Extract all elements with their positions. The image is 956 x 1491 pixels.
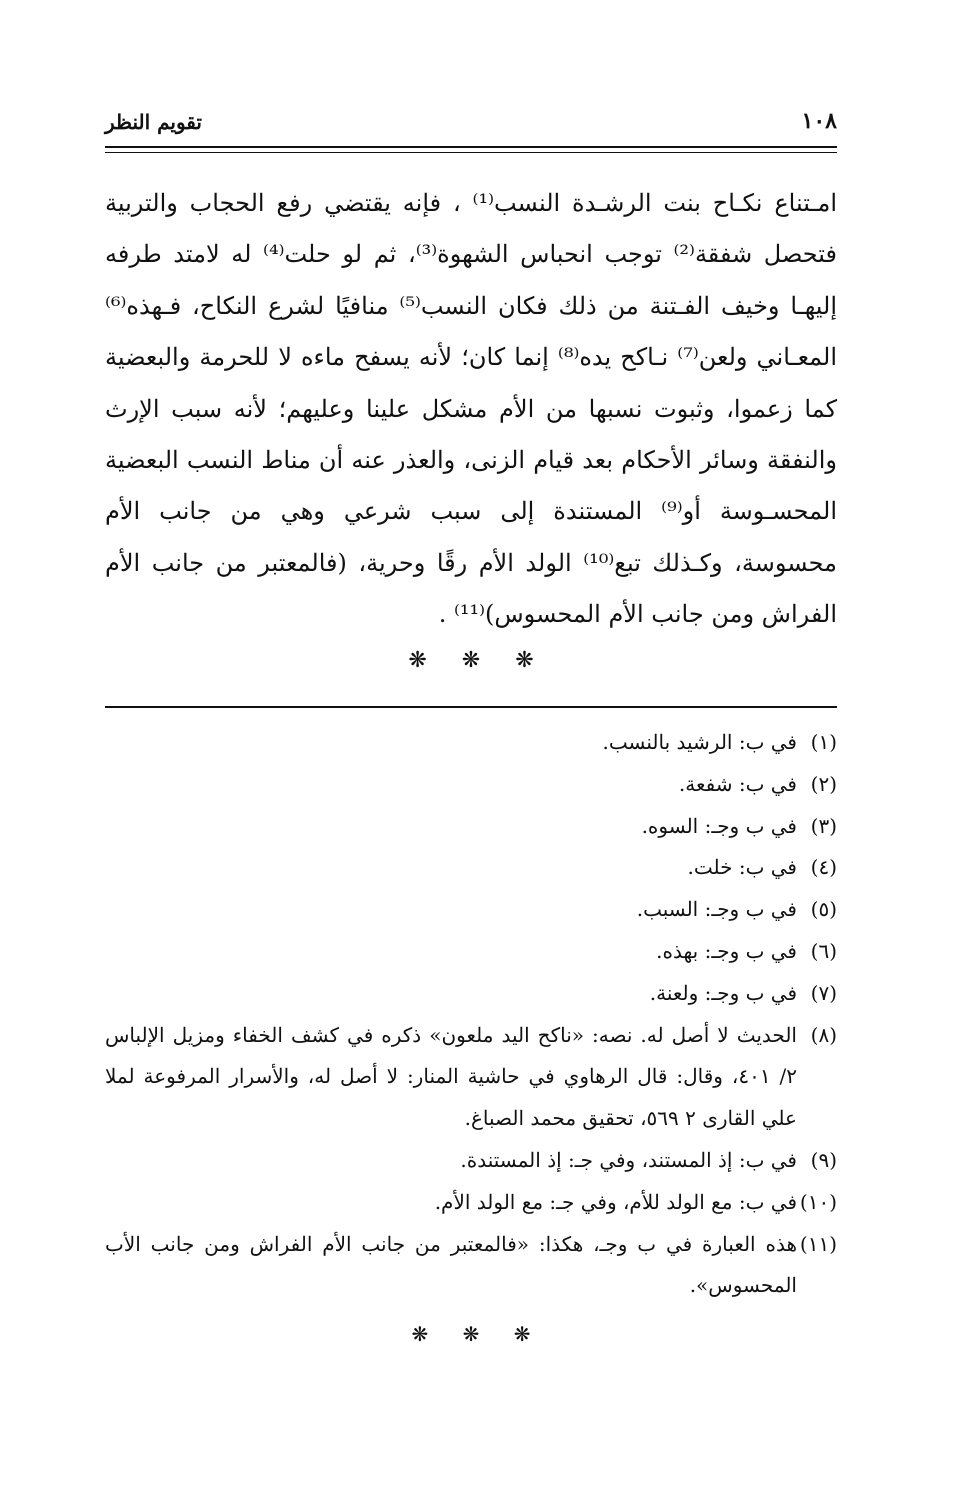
footnote-item [105, 806, 837, 848]
footnote-rule [105, 706, 837, 708]
footnote-number: (٢) [810, 771, 837, 796]
footnote-item [105, 1015, 837, 1140]
header-rule-thin [105, 152, 837, 153]
footnote-text: في ب: خلت. [687, 855, 797, 880]
footnotes-list [105, 722, 837, 1307]
footnote-number: (١٠) [799, 1189, 837, 1214]
footnote-item [105, 764, 837, 806]
footnote-item [105, 1140, 837, 1182]
running-header [105, 108, 837, 142]
footnote-text: في ب وجـ: ولعنة. [649, 980, 797, 1005]
running-title: تقويم النظر [105, 110, 202, 134]
footnote-text: في ب وجـ: السوه. [641, 813, 797, 838]
header-rule [105, 146, 837, 148]
footnote-text: في ب: إذ المستند، وفي جـ: إذ المستندة. [460, 1147, 797, 1172]
footnote-text: في ب: مع الولد للأم، وفي جـ: مع الولد الأم. [434, 1189, 797, 1214]
footnote-item [105, 722, 837, 764]
footnote-number: (٣) [810, 813, 837, 838]
main-paragraph: امـتناع نكـاح بنت الرشـدة النسب⁽¹⁾ ، فإنه يقتضي رفع الحجاب والتربية فتحصل شفقة⁽²⁾ توجب انحباس الشهوة⁽³⁾، ثم لو حلت⁽⁴⁾ له لامتد طرفه إليهـا وخيف الفـتنة من ذلك فكان النسب⁽⁵⁾ منافيًا لشرع النكاح، فـهذه⁽⁶⁾ المعـاني ولعن⁽⁷⁾ نـاكح يده⁽⁸⁾ إنما كان؛ لأنه يسفح ماءه لا للحرمة والبعضية كما زعموا، وثبوت نسبها من الأم مشكل علينا وعليهم؛ لأنه سبب الإرث والنفقة وسائر الأحكام بعد قيام الزنى، والعذر عنه أن مناط النسب البعضية المحسـوسة أو⁽⁹⁾ المستندة إلى سبب شرعي وهي من جانب الأم محسوسة، وكـذلك تبع⁽¹⁰⁾ الولد الأم رقًا وحرية، (فالمعتبر من جانب الأم الفراش ومن جانب الأم المحسوس)⁽¹¹⁾ . [105, 189, 838, 629]
footnote-number: (٦) [810, 938, 837, 963]
page-number: ١٠٨ [801, 108, 837, 134]
footnote-item [105, 847, 837, 889]
footnote-text: في ب وجـ: بهذه. [656, 938, 797, 963]
footnote-number: (٧) [810, 980, 837, 1005]
footnote-number: (٩) [810, 1147, 837, 1172]
footnote-item [105, 1182, 837, 1224]
footnote-item [105, 1224, 837, 1308]
footnote-item [105, 889, 837, 931]
footnote-text: في ب وجـ: السبب. [636, 897, 797, 922]
footnote-item [105, 931, 837, 973]
footnote-text: الحديث لا أصل له. نصه: «ناكح اليد ملعون» ذكره في كشف الخفاء ومزيل الإلباس ٢/ ٤٠١، وقال: قال الرهاوي في حاشية المنار: لا أصل له، والأسرار المرفوعة لملا علي القارى ٢ ٥٦٩، تحقيق محمد الصباغ. [105, 1022, 797, 1131]
footnote-item [105, 973, 837, 1015]
footnote-number: (١) [810, 730, 837, 754]
footnote-number: (١١) [799, 1231, 837, 1256]
footnote-number: (٤) [810, 855, 837, 880]
footnote-text: هذه العبارة في ب وجـ، هكذا: «فالمعتبر من جانب الأم الفراش ومن جانب الأب المحسوس». [105, 1231, 797, 1298]
footnote-number: (٥) [810, 897, 837, 922]
section-separator: ❋ ❋ ❋ [408, 648, 548, 673]
footer-separator: ❋ ❋ ❋ [411, 1322, 545, 1346]
footnote-text: في ب: شفعة. [678, 771, 797, 796]
footnote-number: (٨) [810, 1022, 837, 1047]
footnote-text: في ب: الرشيد بالنسب. [602, 730, 797, 754]
